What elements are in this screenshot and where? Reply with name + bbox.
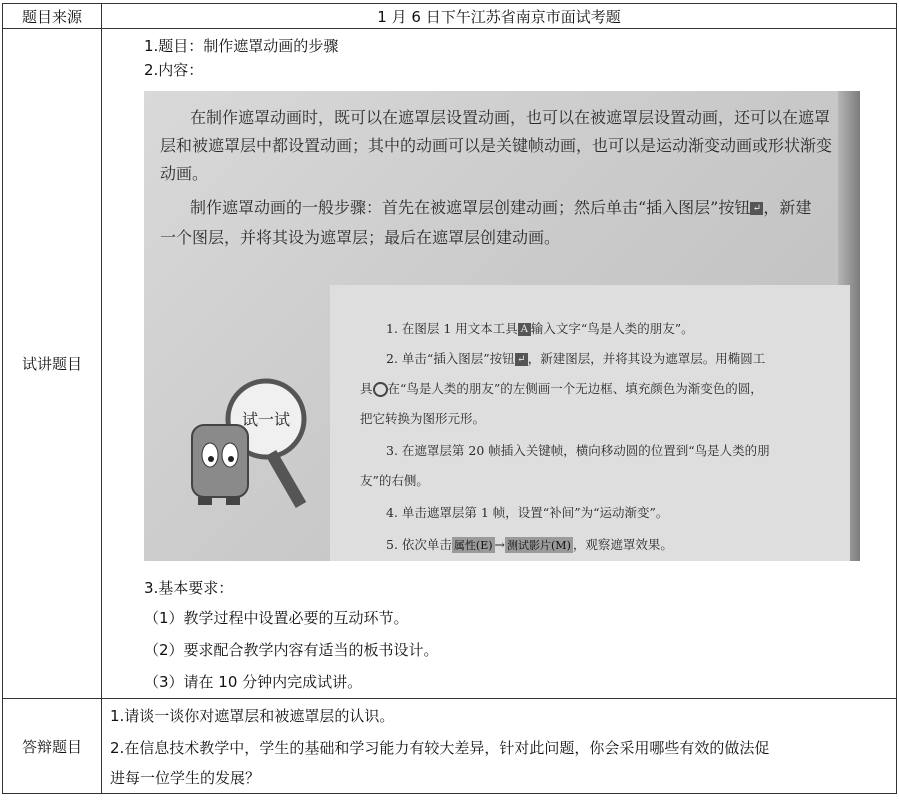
insert-layer-icon: ↵ <box>750 202 763 215</box>
step-3-line1: 3. 在遮罩层第 20 帧插入关键帧，横向移动圆的位置到“鸟是人类的朋 <box>386 443 770 458</box>
source-value: 1 月 6 日下午江苏省南京市面试考题 <box>102 4 897 29</box>
photo-para1-line1: 在制作遮罩动画时，既可以在遮罩层设置动画，也可以在被遮罩层设置动画，还可以在遮罩 <box>190 108 831 127</box>
textbook-photo <box>144 91 860 561</box>
text-tool-icon: A <box>518 323 531 336</box>
topic-line: 1.题目：制作遮罩动画的步骤 <box>144 37 339 55</box>
step-4: 4. 单击遮罩层第 1 帧，设置“补间”为“运动渐变”。 <box>386 505 669 520</box>
source-label: 题目来源 <box>3 4 102 29</box>
photo-para1-line2: 层和被遮罩层中都设置动画；其中的动画可以是关键帧动画，也可以是运动渐变动画或形状渐变 <box>160 136 833 155</box>
requirement-2: （2）要求配合教学内容有适当的板书设计。 <box>144 641 439 659</box>
defense-question-2-line2: 进每一位学生的发展？ <box>110 769 261 787</box>
step-2-line2: 具 在“鸟是人类的朋友”的左侧画一个无边框、填充颜色为渐变色的圆， <box>360 381 763 396</box>
step-3-line2: 友”的右侧。 <box>360 473 429 488</box>
oval-tool-icon <box>373 382 388 397</box>
source-row <box>3 4 897 29</box>
mascot-label: 试一试 <box>241 410 291 429</box>
photo-para1-line3: 动画。 <box>160 164 209 183</box>
properties-tag: 属性(E) <box>453 539 493 552</box>
requirement-1: （1）教学过程中设置必要的互动环节。 <box>144 609 409 627</box>
step-2-line1: 2. 单击“插入图层”按钮 ↵ ，新建图层，并将其设为遮罩层。用椭圆工 <box>386 351 766 366</box>
photo-para2-line2: 一个图层，并将其设为遮罩层；最后在遮罩层创建动画。 <box>160 228 561 247</box>
defense-question-2-line1: 2.在信息技术教学中，学生的基础和学习能力有较大差异，针对此问题，你会采用哪些有效的做法促 <box>110 739 770 757</box>
defense-row <box>3 699 897 794</box>
photo-para2-tail: ，新建 <box>763 198 812 217</box>
photo-para2-text: 制作遮罩动画的一般步骤：首先在被遮罩层创建动画；然后单击“插入图层”按钮 <box>190 198 751 217</box>
step-5: 5. 依次单击 属性(E) → 测试影片(M) ，观察遮罩效果。 <box>386 537 673 552</box>
defense-label: 答辩题目 <box>3 699 102 794</box>
defense-question-1: 1.请谈一谈你对遮罩层和被遮罩层的认识。 <box>110 707 395 725</box>
lecture-row <box>3 29 897 699</box>
test-movie-tag: 测试影片(M) <box>507 539 571 552</box>
exam-table <box>2 3 897 794</box>
step-1: 1. 在图层 1 用文本工具 A 输入文字“鸟是人类的朋友”。 <box>386 321 694 336</box>
defense-cell <box>102 699 897 794</box>
lecture-label: 试讲题目 <box>3 29 102 699</box>
lecture-cell <box>102 29 897 699</box>
content-line: 2.内容： <box>144 61 204 79</box>
insert-layer-icon: ↵ <box>515 353 528 366</box>
requirements-title: 3.基本要求： <box>144 579 234 597</box>
step-2-line3: 把它转换为图形元形。 <box>360 411 486 426</box>
photo-para2-line1 <box>190 195 811 218</box>
requirement-3: （3）请在 10 分钟内完成试讲。 <box>144 673 363 691</box>
magnifier-mascot-icon <box>180 361 330 521</box>
